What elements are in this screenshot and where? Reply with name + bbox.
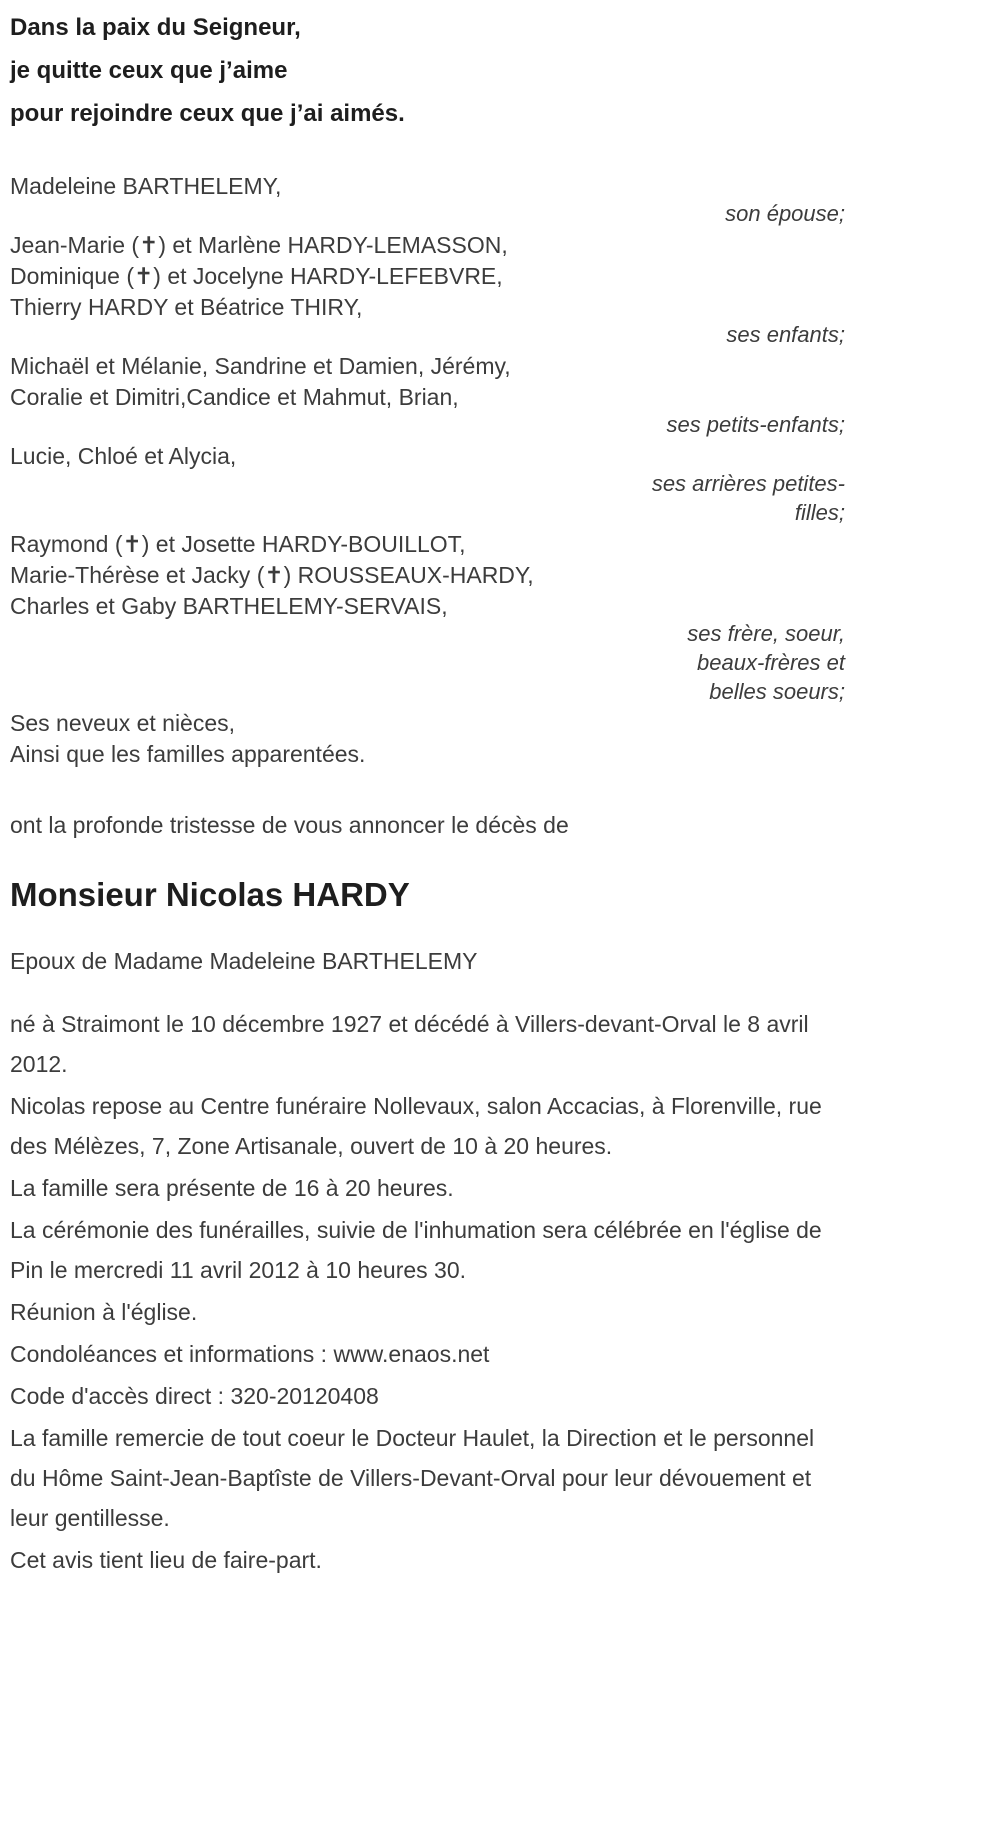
family-name-line: Marie-Thérèse et Jacky (✝) ROUSSEAUX-HARDY,	[10, 562, 534, 588]
family-name-line: Coralie et Dimitri,Candice et Mahmut, Brian,	[10, 384, 459, 410]
relation-label	[10, 619, 845, 706]
relation-label	[10, 410, 845, 439]
detail-paragraph-ceremony: La cérémonie des funérailles, suivie de l'inhumation sera célébrée en l'église de Pin le mercredi 11 avril 2012 à 10 heures 30.	[10, 1217, 822, 1283]
relation-label	[10, 469, 845, 527]
family-name-line: Dominique (✝) et Jocelyne HARDY-LEFEBVRE,	[10, 263, 503, 289]
family-list	[10, 171, 845, 770]
family-name-line: Ainsi que les familles apparentées.	[10, 741, 366, 767]
family-name-line: Raymond (✝) et Josette HARDY-BOUILLOT,	[10, 531, 466, 557]
family-name-line: Charles et Gaby BARTHELEMY-SERVAIS,	[10, 593, 448, 619]
deceased-name: Monsieur Nicolas HARDY	[10, 876, 410, 913]
detail-paragraph-notice: Cet avis tient lieu de faire-part.	[10, 1547, 322, 1573]
epitaph-line: Dans la paix du Seigneur,	[10, 14, 301, 41]
spouse-line: Epoux de Madame Madeleine BARTHELEMY	[10, 948, 478, 974]
epitaph	[10, 6, 845, 135]
family-name-line: Michaël et Mélanie, Sandrine et Damien, Jérémy,	[10, 353, 511, 379]
detail-paragraph-funeral-home: Nicolas repose au Centre funéraire Nollevaux, salon Accacias, à Florenville, rue des Mélèzes, 7, Zone Artisanale, ouvert de 10 à 20 heures.	[10, 1093, 822, 1159]
family-group-grandchildren	[10, 351, 845, 439]
relation-line: beaux-frères et	[697, 650, 845, 675]
family-group-children	[10, 230, 845, 349]
detail-paragraph-access-code: Code d'accès direct : 320-20120408	[10, 1383, 379, 1409]
epitaph-line: je quitte ceux que j’aime	[10, 57, 288, 84]
relation-line: filles;	[794, 500, 845, 525]
family-name-line: Jean-Marie (✝) et Marlène HARDY-LEMASSON,	[10, 232, 508, 258]
family-name-line: Madeleine BARTHELEMY,	[10, 173, 282, 199]
family-group-siblings	[10, 529, 845, 706]
family-group-spouse	[10, 171, 845, 228]
relation-line: ses enfants;	[726, 322, 845, 347]
epitaph-line: pour rejoindre ceux que j’ai aimés.	[10, 100, 405, 127]
family-name-line: Thierry HARDY et Béatrice THIRY,	[10, 294, 363, 320]
relation-line: ses petits-enfants;	[666, 412, 845, 437]
relation-line: belles soeurs;	[709, 679, 845, 704]
detail-paragraph-thanks: La famille remercie de tout coeur le Docteur Haulet, la Direction et le personnel du Hôme Saint-Jean-Baptîste de Villers-Devant-Orval pour leur dévouement et leur gentillesse.	[10, 1425, 815, 1531]
detail-paragraph-meeting: Réunion à l'église.	[10, 1299, 198, 1325]
relation-label	[10, 320, 845, 349]
family-group-great-granddaughters	[10, 441, 845, 527]
detail-paragraph-family-presence: La famille sera présente de 16 à 20 heures.	[10, 1175, 454, 1201]
detail-paragraph-birth-death: né à Straimont le 10 décembre 1927 et décédé à Villers-devant-Orval le 8 avril 2012.	[10, 1011, 809, 1077]
relation-line: ses arrières petites-	[651, 471, 845, 496]
family-name-line: Ses neveux et nièces,	[10, 710, 236, 736]
family-name-line: Lucie, Chloé et Alycia,	[10, 443, 237, 469]
funeral-details	[10, 1004, 845, 1580]
relation-line: son épouse;	[725, 201, 845, 226]
announcement-intro: ont la profonde tristesse de vous annoncer le décès de	[10, 812, 569, 838]
relation-line: ses frère, soeur,	[687, 621, 845, 646]
detail-paragraph-condolences: Condoléances et informations : www.enaos.net	[10, 1341, 490, 1367]
family-group-extended	[10, 708, 845, 770]
relation-label	[10, 199, 845, 228]
